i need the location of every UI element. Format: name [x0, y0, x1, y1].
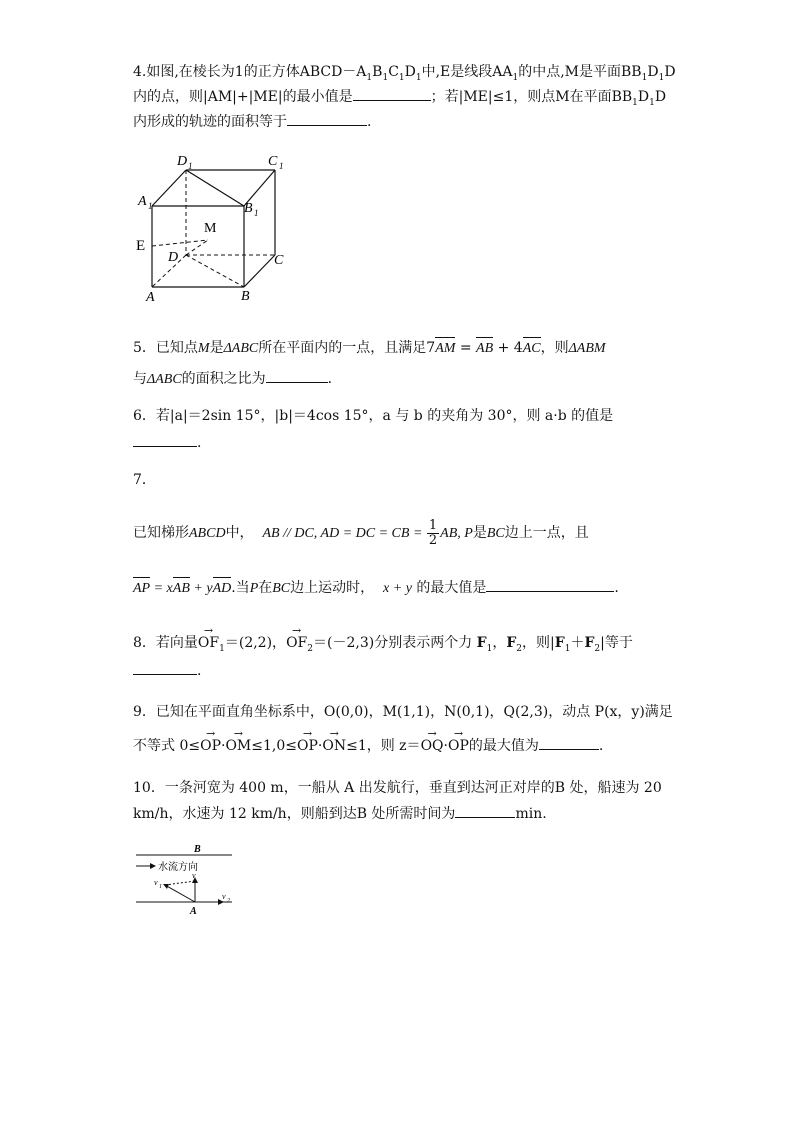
river-figure: [132, 842, 242, 920]
q6-line1: 6．若|a|＝2sin 15°，|b|＝4cos 15°，a 与 b 的夹角为 30°，则 a·b 的值是: [133, 408, 614, 424]
answer-blank[interactable]: [133, 432, 197, 447]
q6-line2: .: [133, 432, 201, 453]
label-C: C: [274, 253, 284, 268]
q5-line1: 5．已知点M是ΔABC所在平面内的一点，且满足7AM = AB + 4AC，则ΔABM: [133, 338, 606, 359]
label-B1: B: [244, 201, 253, 216]
fraction-half: $\frac{1}{2}$: [428, 517, 438, 548]
q7-line1: 已知梯形ABCD中， AB // DC, AD = DC = CB = $\frac{1}{2}$ AB, P是BC边上一点，且: [133, 517, 589, 548]
label-v1-sub: 1: [159, 884, 162, 890]
flow-arrow-icon: [150, 863, 156, 869]
label-v: v: [192, 871, 196, 880]
label-B: B: [241, 289, 250, 304]
cube-figure: [128, 150, 298, 310]
q8-line2: .: [133, 660, 201, 681]
label-B: B: [194, 844, 201, 855]
label-D1: D: [177, 154, 188, 169]
label-A1-sub: 1: [148, 201, 153, 211]
label-C1: C: [268, 154, 278, 169]
label-B1-sub: 1: [254, 208, 259, 218]
q9-line2: 不等式 0≤→ OP·→ OM≤1,0≤→ OP·→ ON≤1，则 z＝→ OQ·→ OP的最大值为 .: [133, 735, 603, 756]
label-D1-sub: 1: [188, 161, 193, 171]
answer-blank[interactable]: [486, 577, 614, 592]
q10-line1: 10．一条河宽为 400 m，一船从 A 出发航行，垂直到达河正对岸的B 处，船速为 20: [133, 780, 662, 796]
label-M: M: [204, 221, 217, 236]
answer-blank[interactable]: [455, 803, 515, 818]
label-A: A: [190, 906, 197, 917]
q7-line2: AP = xAB + yAD.当P在BC边上运动时， x + y 的最大值是 .: [133, 577, 619, 599]
q5-line2: 与ΔABC的面积之比为 ．: [133, 368, 342, 390]
answer-blank[interactable]: [133, 660, 197, 675]
label-v1: v: [154, 878, 158, 887]
answer-blank[interactable]: [353, 86, 431, 101]
label-D: D: [168, 250, 179, 265]
q4-line3: 内形成的轨迹的面积等于 .: [133, 111, 371, 132]
label-v2: v: [222, 892, 226, 901]
label-v2-sub: 2: [227, 898, 230, 904]
answer-blank[interactable]: [287, 111, 367, 126]
q4-line2: 内的点，则|AM|+|ME|的最小值是 ；若|ME|≤1，则点M在平面$BB_1D_1D$: [133, 86, 666, 113]
q8-line1: 8．若向量→ $OF_1=(2,2)$，→ $OF_2=(-2,3)$分别表示两个力 $F_1$，$F_2$，则$|F_1+F_2|$等于: [133, 633, 633, 659]
label-A1: A: [138, 194, 147, 209]
answer-blank[interactable]: [266, 368, 328, 383]
q10-line2: km/h，水速为 12 km/h，则船到达B 处所需时间为 min.: [133, 803, 547, 824]
label-A: A: [146, 290, 155, 305]
label-E: E: [136, 238, 146, 254]
answer-blank[interactable]: [539, 735, 599, 750]
q7-number: 7．: [133, 472, 156, 488]
q4-line1: 4.如图,在棱长为1的正方体$ABCD-A_1B_1C_1D_1$中,E是线段$AA_1$的中点,M是平面$BB_1D_1D$: [133, 64, 676, 83]
flow-direction-label: 水流方向: [158, 862, 198, 873]
q9-line1: 9．已知在平面直角坐标系中，O(0,0)，M(1,1)，N(0,1)，Q(2,3)，动点 P(x，y)满足: [133, 704, 673, 720]
label-C1-sub: 1: [279, 161, 284, 171]
